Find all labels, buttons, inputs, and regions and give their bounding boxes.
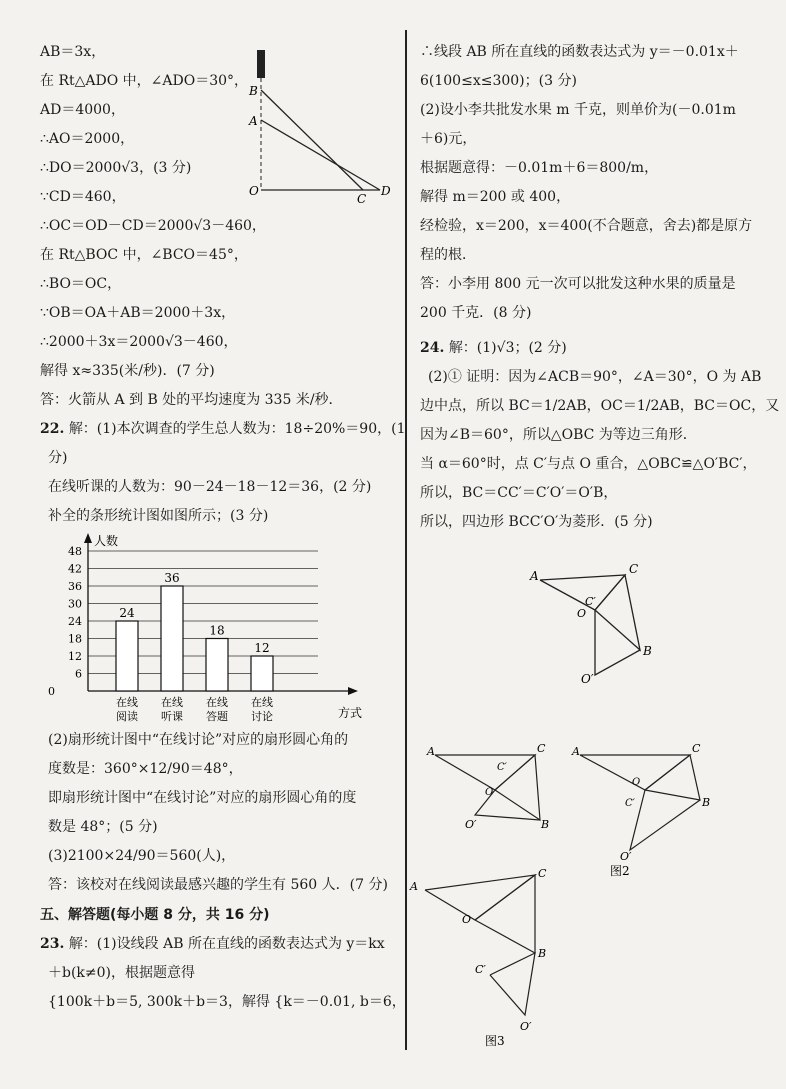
text-line: (3)2100×24/90＝560(人)，: [48, 848, 236, 864]
label-B: B: [538, 947, 547, 960]
question-number: 24.: [420, 340, 445, 356]
label-C-prime: C′: [475, 963, 486, 976]
text-line: 解：(1)本次调查的学生总人数为：18÷20%＝90，(1: [68, 421, 406, 437]
label-B: B: [541, 818, 550, 831]
text-line: 200 千克．(8 分): [420, 305, 532, 321]
label-O-prime: O′: [581, 672, 594, 686]
y-tick-label: 30: [68, 597, 82, 611]
y-tick-label: 42: [68, 562, 82, 576]
y-axis-arrow: [84, 533, 92, 543]
text-line: ∵OB＝OA＋AB＝2000＋3x，: [40, 305, 236, 321]
label-O: O: [249, 184, 259, 198]
text-line: 解得 x≈335(米/秒)．(7 分): [40, 363, 215, 379]
text-line: (2)扇形统计图中“在线讨论”对应的扇形圆心角的: [48, 732, 349, 748]
category-label: 在线: [116, 696, 138, 709]
text-line: (2)设小李共批发水果 m 千克，则单价为(－0.01m: [420, 102, 736, 118]
bar: [161, 586, 183, 691]
x-axis-title: 方式: [338, 706, 363, 720]
fig2-caption: 图2: [610, 864, 630, 878]
label-A: A: [427, 745, 435, 758]
y-axis-title: 人数: [94, 534, 119, 548]
figure-2: [570, 740, 720, 880]
label-B: B: [249, 84, 258, 98]
question-number: 23.: [40, 936, 65, 952]
y-tick-label: 48: [68, 545, 82, 558]
text-line: 经检验，x＝200，x＝400(不合题意，舍去)都是原方: [420, 218, 753, 234]
text-line: 6(100≤x≤300)；(3 分): [420, 73, 577, 89]
fig1-triangle: [435, 755, 535, 790]
bar: [251, 656, 273, 691]
text-line: 解：(1)√3；(2 分): [448, 340, 567, 356]
text-line: 根据题意得：－0.01m＋6＝800/m，: [420, 160, 659, 176]
q23-line: [40, 930, 400, 959]
text-line: 分): [48, 450, 68, 466]
line-BC: [261, 90, 363, 190]
rocket-figure: [245, 45, 395, 205]
fig2-lines: [630, 790, 700, 850]
category-label: 听课: [161, 710, 183, 723]
text-line: 所以，四边形 BCC′O′为菱形．(5 分): [420, 514, 653, 530]
text-line: 答：火箭从 A 到 B 处的平均速度为 335 米/秒．: [40, 392, 343, 408]
text-line: ＋6)元，: [420, 131, 477, 147]
label-O: O: [632, 777, 641, 788]
label-C-prime: C′: [625, 798, 635, 809]
text-line: 程的根．: [420, 247, 476, 263]
text-line: ＋b(k≠0)，根据题意得: [48, 965, 196, 981]
text-line: 在 Rt△BOC 中，∠BCO＝45°，: [40, 247, 248, 263]
fig2-triangle-2: [645, 755, 700, 800]
text-line: ∴OC＝OD－CD＝2000√3－460，: [40, 218, 266, 234]
label-O-prime: O′: [465, 818, 477, 831]
triangle-OCB: [595, 575, 640, 650]
text-line: ∴DO＝2000√3，(3 分): [40, 160, 192, 176]
y-tick-label: 18: [68, 632, 82, 646]
label-A: A: [410, 880, 418, 893]
fig3-triangle-3: [490, 953, 535, 1015]
fig3-caption: 图3: [485, 1034, 505, 1048]
label-O-prime: O′: [520, 1020, 532, 1033]
section-heading: 五、解答题(每小题 8 分，共 16 分): [40, 907, 270, 923]
triangle-ACO: [540, 575, 625, 610]
label-C: C: [692, 742, 701, 755]
text-line: 在线听课的人数为：90－24－18－12＝36，(2 分): [48, 479, 372, 495]
label-A: A: [572, 745, 580, 758]
q24-line: [420, 334, 776, 363]
text-line: ∵CD＝460，: [40, 189, 126, 205]
text-line: ∴线段 AB 所在直线的函数表达式为 y＝－0.01x＋: [420, 44, 739, 60]
text-line: 因为∠B＝60°，所以△OBC 为等边三角形．: [420, 427, 697, 443]
bar-value-label: 12: [254, 641, 270, 655]
y-tick-label: 6: [75, 667, 82, 681]
text-line: AB＝3x，: [40, 44, 106, 60]
y-tick-label: 24: [68, 615, 82, 628]
origin-label: 0: [48, 685, 55, 698]
rhombus-figure: [525, 555, 665, 685]
text-line: ∴2000＋3x＝2000√3－460，: [40, 334, 238, 350]
text-line: 即扇形统计图中“在线讨论”对应的扇形圆心角的度: [48, 790, 357, 806]
text-line: AD＝4000，: [40, 102, 125, 118]
label-D: D: [381, 184, 391, 198]
label-C: C: [357, 192, 367, 206]
q22-line: [40, 415, 406, 444]
bar-value-label: 18: [209, 623, 225, 638]
label-O-prime: O′: [620, 850, 632, 863]
text-line: 解：(1)设线段 AB 所在直线的函数表达式为 y＝kx: [68, 936, 385, 952]
bar: [206, 639, 228, 692]
x-axis-arrow: [348, 687, 358, 695]
text-line: 边中点，所以 BC＝1/2AB，OC＝1/2AB，BC＝OC，又: [420, 398, 780, 414]
bar-value-label: 36: [164, 571, 180, 585]
y-tick-label: 12: [68, 650, 82, 663]
bar: [116, 621, 138, 691]
fig3-triangle: [425, 875, 535, 920]
rocket-shape: [257, 50, 265, 78]
label-A: A: [249, 114, 258, 128]
figure-1: [425, 740, 560, 840]
label-O: O: [485, 787, 494, 798]
text-line: 解得 m＝200 或 400，: [420, 189, 571, 205]
label-B: B: [702, 796, 711, 809]
category-label: 阅读: [116, 710, 138, 723]
question-number: 22.: [40, 421, 65, 437]
line-AD: [261, 120, 380, 190]
text-line: 补全的条形统计图如图所示；(3 分): [48, 508, 269, 524]
label-A: A: [530, 569, 539, 583]
text-line: 当 α＝60°时，点 C′与点 O 重合，△OBC≌△O′BC′，: [420, 456, 757, 472]
category-label: 答题: [206, 710, 228, 723]
label-C-prime: C′: [585, 595, 596, 608]
label-C: C: [629, 562, 639, 576]
right-column: [420, 38, 780, 537]
category-label: 讨论: [251, 710, 273, 723]
text-line: 所以，BC＝CC′＝C′O′＝O′B，: [420, 485, 618, 501]
bar-chart: [48, 531, 363, 726]
text-line: 答：该校对在线阅读最感兴趣的学生有 560 人．(7 分): [48, 877, 388, 893]
text-line: (2)① 证明：因为∠ACB＝90°，∠A＝30°，O 为 AB: [428, 369, 762, 385]
label-C-prime: C′: [497, 762, 507, 773]
lines-O-prime: [595, 610, 640, 675]
label-B: B: [643, 644, 652, 658]
text-line: 在 Rt△ADO 中，∠ADO＝30°，: [40, 73, 249, 89]
y-tick-label: 36: [68, 580, 82, 593]
fig3-triangle-2: [475, 875, 535, 953]
figure-3: [400, 865, 580, 1050]
bar-value-label: 24: [119, 606, 135, 620]
text-line: ∴AO＝2000，: [40, 131, 135, 147]
label-C: C: [538, 867, 547, 880]
label-O: O: [462, 913, 472, 926]
category-label: 在线: [251, 696, 273, 709]
text-line: {100k＋b＝5, 300k＋b＝3，解得 {k＝－0.01, b＝6，: [48, 994, 406, 1010]
text-line: 数是 48°；(5 分): [48, 819, 158, 835]
text-line: ∴BO＝OC，: [40, 276, 122, 292]
text-line: 答：小李用 800 元一次可以批发这种水果的质量是: [420, 276, 736, 292]
category-label: 在线: [206, 696, 228, 709]
text-line: 度数是：360°×12/90＝48°，: [48, 761, 243, 777]
label-O: O: [577, 607, 587, 620]
category-label: 在线: [161, 696, 183, 709]
label-C: C: [537, 742, 546, 755]
